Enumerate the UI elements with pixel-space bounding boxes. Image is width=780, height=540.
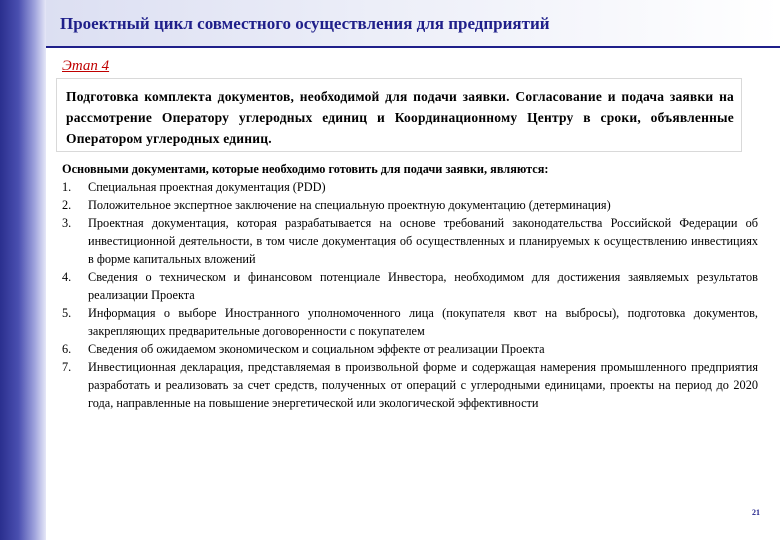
title-divider (46, 46, 780, 48)
sidebar-gradient (0, 0, 46, 540)
list-item-text: Инвестиционная декларация, представляемая в произвольной форме и содержащая намерения промышленного предприятия разработать и реализовать за счет средств, полученных от операций с углеродными единицами, проекты на период до 2020 года, направленные на повышение энергетической или экологической эффективности (88, 360, 758, 410)
list-item-number: 1. (62, 180, 72, 194)
list-item-number: 7. (62, 360, 72, 374)
list-item-text: Положительное экспертное заключение на специальную проектную документацию (детерминация) (88, 198, 611, 212)
list-item (62, 358, 758, 412)
page-number: 21 (752, 508, 760, 517)
list-item-number: 4. (62, 270, 72, 284)
list-item (62, 268, 758, 304)
list-item (62, 304, 758, 340)
stage-label: Этап 4 (62, 58, 110, 74)
list-item (62, 214, 758, 268)
list-item-text: Специальная проектная документация (PDD) (88, 180, 326, 194)
list-item-number: 5. (62, 306, 72, 320)
list-item (62, 340, 758, 358)
list-lead: Основными документами, которые необходимо готовить для подачи заявки, являются: (62, 162, 549, 176)
list-item-text: Сведения об ожидаемом экономическом и социальном эффекте от реализации Проекта (88, 342, 545, 356)
list-item-number: 3. (62, 216, 72, 230)
list-item-text: Сведения о техническом и финансовом потенциале Инвестора, необходимом для достижения заявляемых результатов реализации Проекта (88, 270, 758, 302)
page-title: Проектный цикл совместного осуществления для предприятий (60, 14, 550, 33)
list-item-text: Информация о выборе Иностранного уполномоченного лица (покупателя квот на выбросы), подготовка документов, закрепляющих предварительные договоренности с покупателем (88, 306, 758, 338)
list-item-number: 6. (62, 342, 72, 356)
list-item-number: 2. (62, 198, 72, 212)
document-list (62, 178, 758, 412)
list-item (62, 196, 758, 214)
list-item (62, 178, 758, 196)
stage-description: Подготовка комплекта документов, необходимой для подачи заявки. Согласование и подача заявки на рассмотрение Оператору углеродных единиц и Координационному Центру в сроки, объявленные Оператором углеродных единиц. (66, 89, 734, 146)
document-list-section (62, 160, 758, 412)
list-item-text: Проектная документация, которая разрабатывается на основе требований законодательства Российской Федерации об инвестиционной деятельности, в том числе документация об осуществленных и планируемых к осуществлению инвестициях в форме капитальных вложений (88, 216, 758, 266)
